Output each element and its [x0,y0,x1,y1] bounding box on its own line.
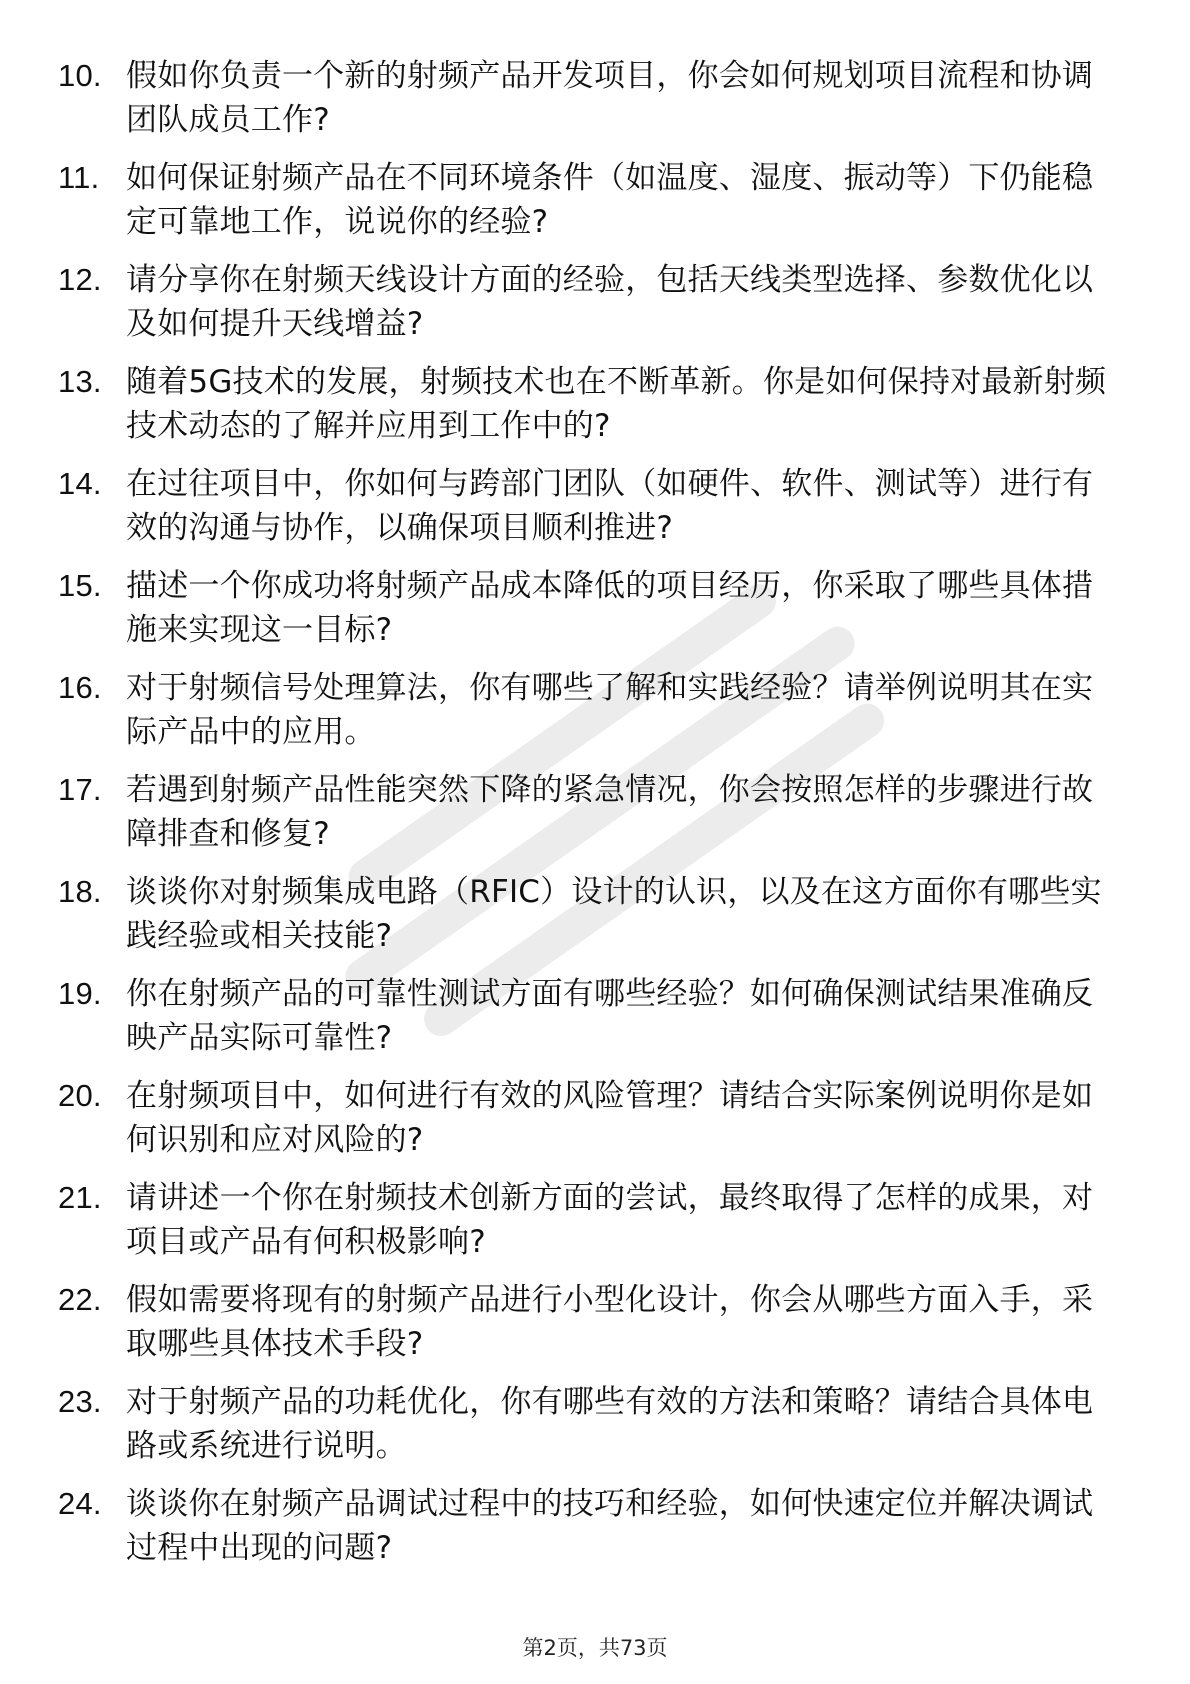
question-number: 10. [58,58,102,93]
page-number-label: 第2页，共73页 [522,1636,668,1660]
question-text: 对于射频信号处理算法，你有哪些了解和实践经验？请举例说明其在实际产品中的应用。 [126,670,1094,750]
question-item [58,360,1118,448]
question-item [58,156,1118,244]
page-footer [0,1632,1190,1662]
question-item [58,258,1118,346]
question-number: 16. [58,670,102,705]
question-text: 谈谈你在射频产品调试过程中的技巧和经验，如何快速定位并解决调试过程中出现的问题? [126,1486,1094,1566]
question-number: 21. [58,1180,102,1215]
question-text: 若遇到射频产品性能突然下降的紧急情况，你会按照怎样的步骤进行故障排查和修复? [126,772,1094,852]
question-item [58,1482,1118,1570]
question-item [58,666,1118,754]
question-item [58,1380,1118,1468]
question-text: 谈谈你对射频集成电路（RFIC）设计的认识，以及在这方面你有哪些实践经验或相关技能? [126,874,1102,954]
question-item [58,1176,1118,1264]
question-text: 请讲述一个你在射频技术创新方面的尝试，最终取得了怎样的成果，对项目或产品有何积极影响? [126,1180,1094,1260]
question-item [58,1278,1118,1366]
question-number: 24. [58,1486,102,1521]
question-item [58,972,1118,1060]
question-list [58,54,1118,1584]
question-text: 描述一个你成功将射频产品成本降低的项目经历，你采取了哪些具体措施来实现这一目标? [126,568,1094,648]
question-item [58,1074,1118,1162]
question-text: 假如需要将现有的射频产品进行小型化设计，你会从哪些方面入手，采取哪些具体技术手段? [126,1282,1094,1362]
question-item [58,462,1118,550]
question-item [58,870,1118,958]
question-number: 18. [58,874,102,909]
question-item [58,768,1118,856]
question-number: 13. [58,364,102,399]
question-number: 19. [58,976,102,1011]
question-text: 随着5G技术的发展，射频技术也在不断革新。你是如何保持对最新射频技术动态的了解并应用到工作中的? [126,364,1107,444]
question-number: 17. [58,772,102,807]
question-number: 14. [58,466,102,501]
question-number: 11. [58,160,100,195]
question-number: 15. [58,568,102,603]
question-text: 你在射频产品的可靠性测试方面有哪些经验？如何确保测试结果准确反映产品实际可靠性? [126,976,1094,1056]
question-number: 22. [58,1282,102,1317]
question-item [58,564,1118,652]
question-text: 在过往项目中，你如何与跨部门团队（如硬件、软件、测试等）进行有效的沟通与协作，以确保项目顺利推进? [126,466,1094,546]
question-text: 假如你负责一个新的射频产品开发项目，你会如何规划项目流程和协调团队成员工作? [126,58,1094,138]
question-item [58,54,1118,142]
question-text: 在射频项目中，如何进行有效的风险管理？请结合实际案例说明你是如何识别和应对风险的? [126,1078,1094,1158]
question-text: 对于射频产品的功耗优化，你有哪些有效的方法和策略？请结合具体电路或系统进行说明。 [126,1384,1094,1464]
question-text: 请分享你在射频天线设计方面的经验，包括天线类型选择、参数优化以及如何提升天线增益? [126,262,1094,342]
question-number: 12. [58,262,102,297]
question-number: 20. [58,1078,102,1113]
question-number: 23. [58,1384,102,1419]
question-text: 如何保证射频产品在不同环境条件（如温度、湿度、振动等）下仍能稳定可靠地工作，说说你的经验? [126,160,1094,240]
